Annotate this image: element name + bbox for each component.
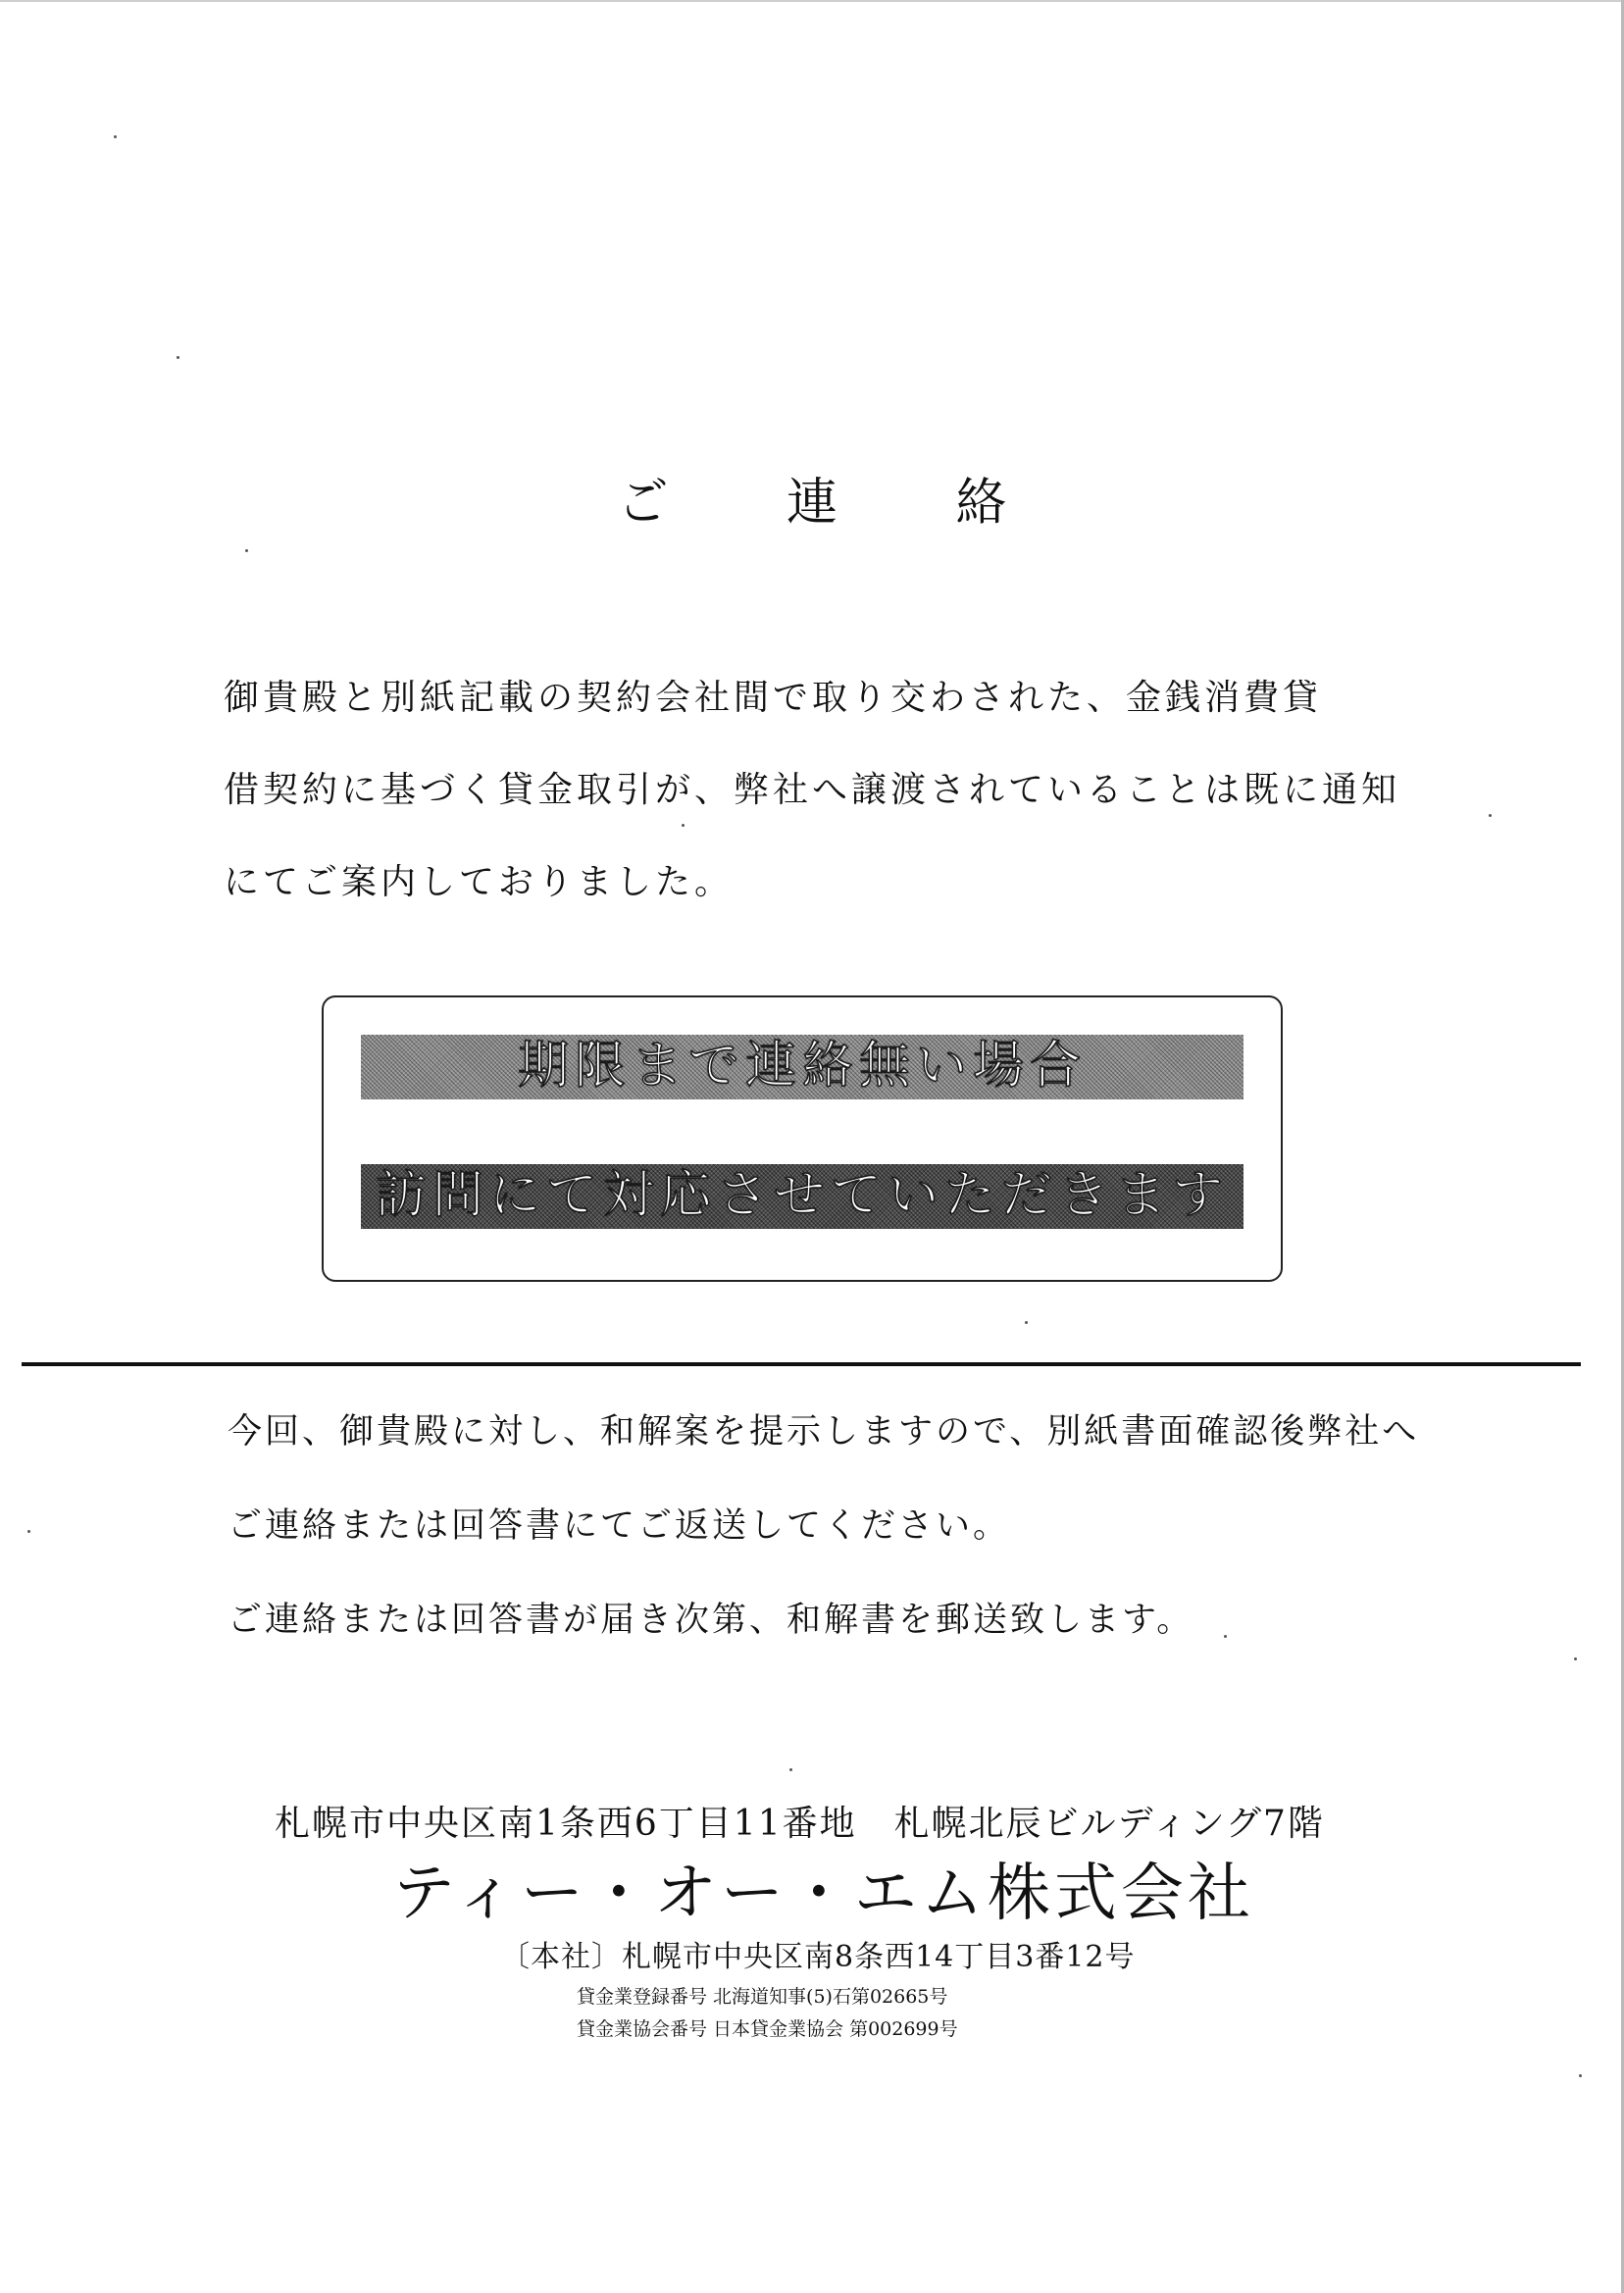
scan-edge-top	[0, 0, 1624, 2]
branch-address: 札幌市中央区南1条西6丁目11番地 札幌北辰ビルディング7階	[275, 1804, 1325, 1844]
scan-speck	[245, 549, 248, 552]
association-number: 貸金業協会番号 日本貸金業協会 第002699号	[577, 2018, 958, 2040]
proposal-line: ご連絡または回答書が届き次第、和解書を郵送致します。	[228, 1601, 1194, 1640]
head-office-address: 〔本社〕札幌市中央区南8条西14丁目3番12号	[500, 1940, 1136, 1974]
document-title: ご 連 絡	[617, 474, 1058, 533]
scan-speck	[789, 1768, 792, 1771]
warning-notice-box	[322, 995, 1283, 1282]
scan-speck	[114, 135, 117, 138]
proposal-line: ご連絡または回答書にてご返送してください。	[228, 1506, 1011, 1546]
proposal-paragraph	[228, 1385, 1420, 1667]
proposal-line: 今回、御貴殿に対し、和解案を提示しますので、別紙書面確認後弊社へ	[228, 1412, 1420, 1452]
scan-speck	[1579, 2074, 1582, 2077]
scan-speck	[682, 824, 685, 827]
section-divider	[22, 1362, 1581, 1366]
registration-number: 貸金業登録番号 北海道知事(5)石第02665号	[577, 1986, 948, 2008]
company-name: ティー・オー・エム株式会社	[392, 1858, 1254, 1930]
warning-line-deadline: 期限まで連絡無い場合	[361, 1035, 1243, 1099]
scan-speck	[1224, 1635, 1227, 1638]
intro-line: にてご案内しておりました。	[224, 862, 735, 902]
intro-line: 借契約に基づく貸金取引が、弊社へ譲渡されていることは既に通知	[224, 770, 1401, 810]
scan-speck	[27, 1530, 30, 1533]
scan-speck	[1025, 1321, 1028, 1324]
scan-speck	[1574, 1657, 1577, 1660]
intro-paragraph	[224, 652, 1401, 929]
scan-speck	[177, 356, 179, 359]
intro-line: 御貴殿と別紙記載の契約会社間で取り交わされた、金銭消費貸	[224, 678, 1323, 718]
scan-speck	[1489, 814, 1492, 817]
warning-line-visit: 訪問にて対応させていただきます	[361, 1164, 1243, 1229]
